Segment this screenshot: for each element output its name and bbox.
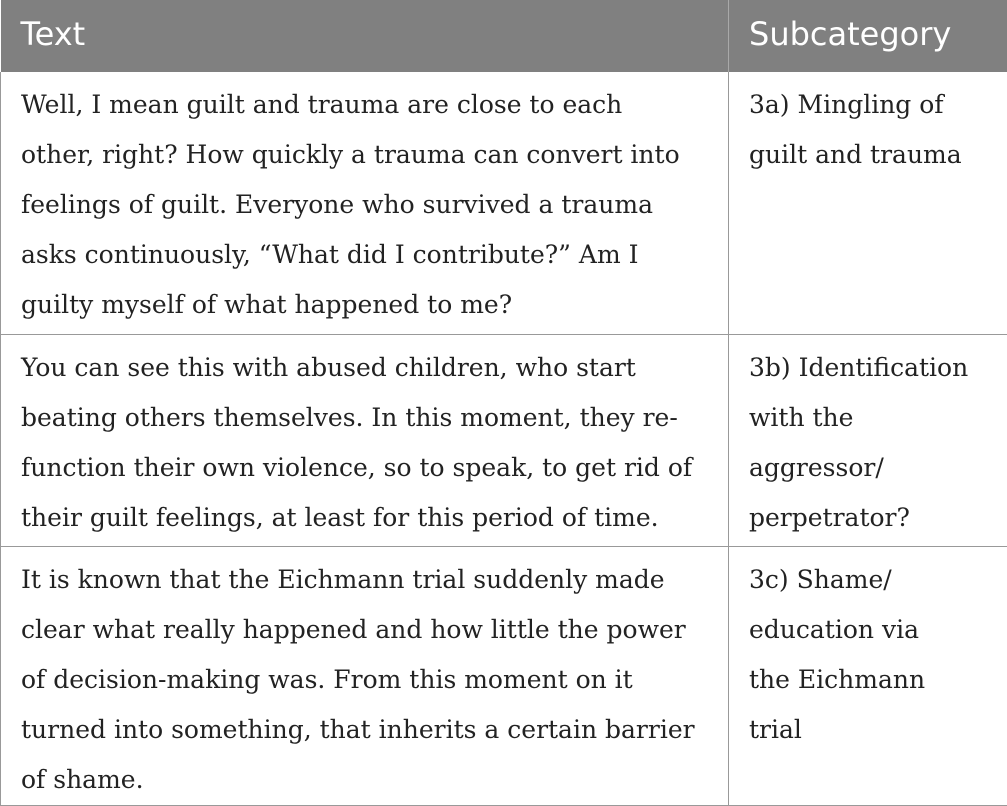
row-subcategory-cell: 3b) Identification with the aggressor/ perpetrator? [729, 334, 1007, 546]
header-row [1, 0, 1007, 72]
table-header [1, 0, 1007, 72]
row-text-cell: You can see this with abused children, who start beating others themselves. In this moment, they re-function their own violence, so to speak, to get rid of their guilt feelings, at least for this period of time. [1, 334, 729, 546]
table-row [1, 334, 1007, 546]
header-text: Text [1, 0, 729, 72]
row-subcategory-cell: 3c) Shame/ education via the Eichmann trial [729, 546, 1007, 805]
table-body [1, 72, 1007, 805]
row-text-cell: It is known that the Eichmann trial suddenly made clear what really happened and how little the power of decision-making was. From this moment on it turned into something, that inherits a certain barrier of shame. [1, 546, 729, 805]
header-subcategory: Subcategory [729, 0, 1007, 72]
table-row [1, 546, 1007, 805]
row-subcategory-cell: 3a) Mingling of guilt and trauma [729, 72, 1007, 334]
row-text-cell: Well, I mean guilt and trauma are close to each other, right? How quickly a trauma can convert into feelings of guilt. Everyone who survived a trauma asks continuously, “What did I contribute?” Am I guilty myself of what happened to me? [1, 72, 729, 334]
table-row [1, 72, 1007, 334]
